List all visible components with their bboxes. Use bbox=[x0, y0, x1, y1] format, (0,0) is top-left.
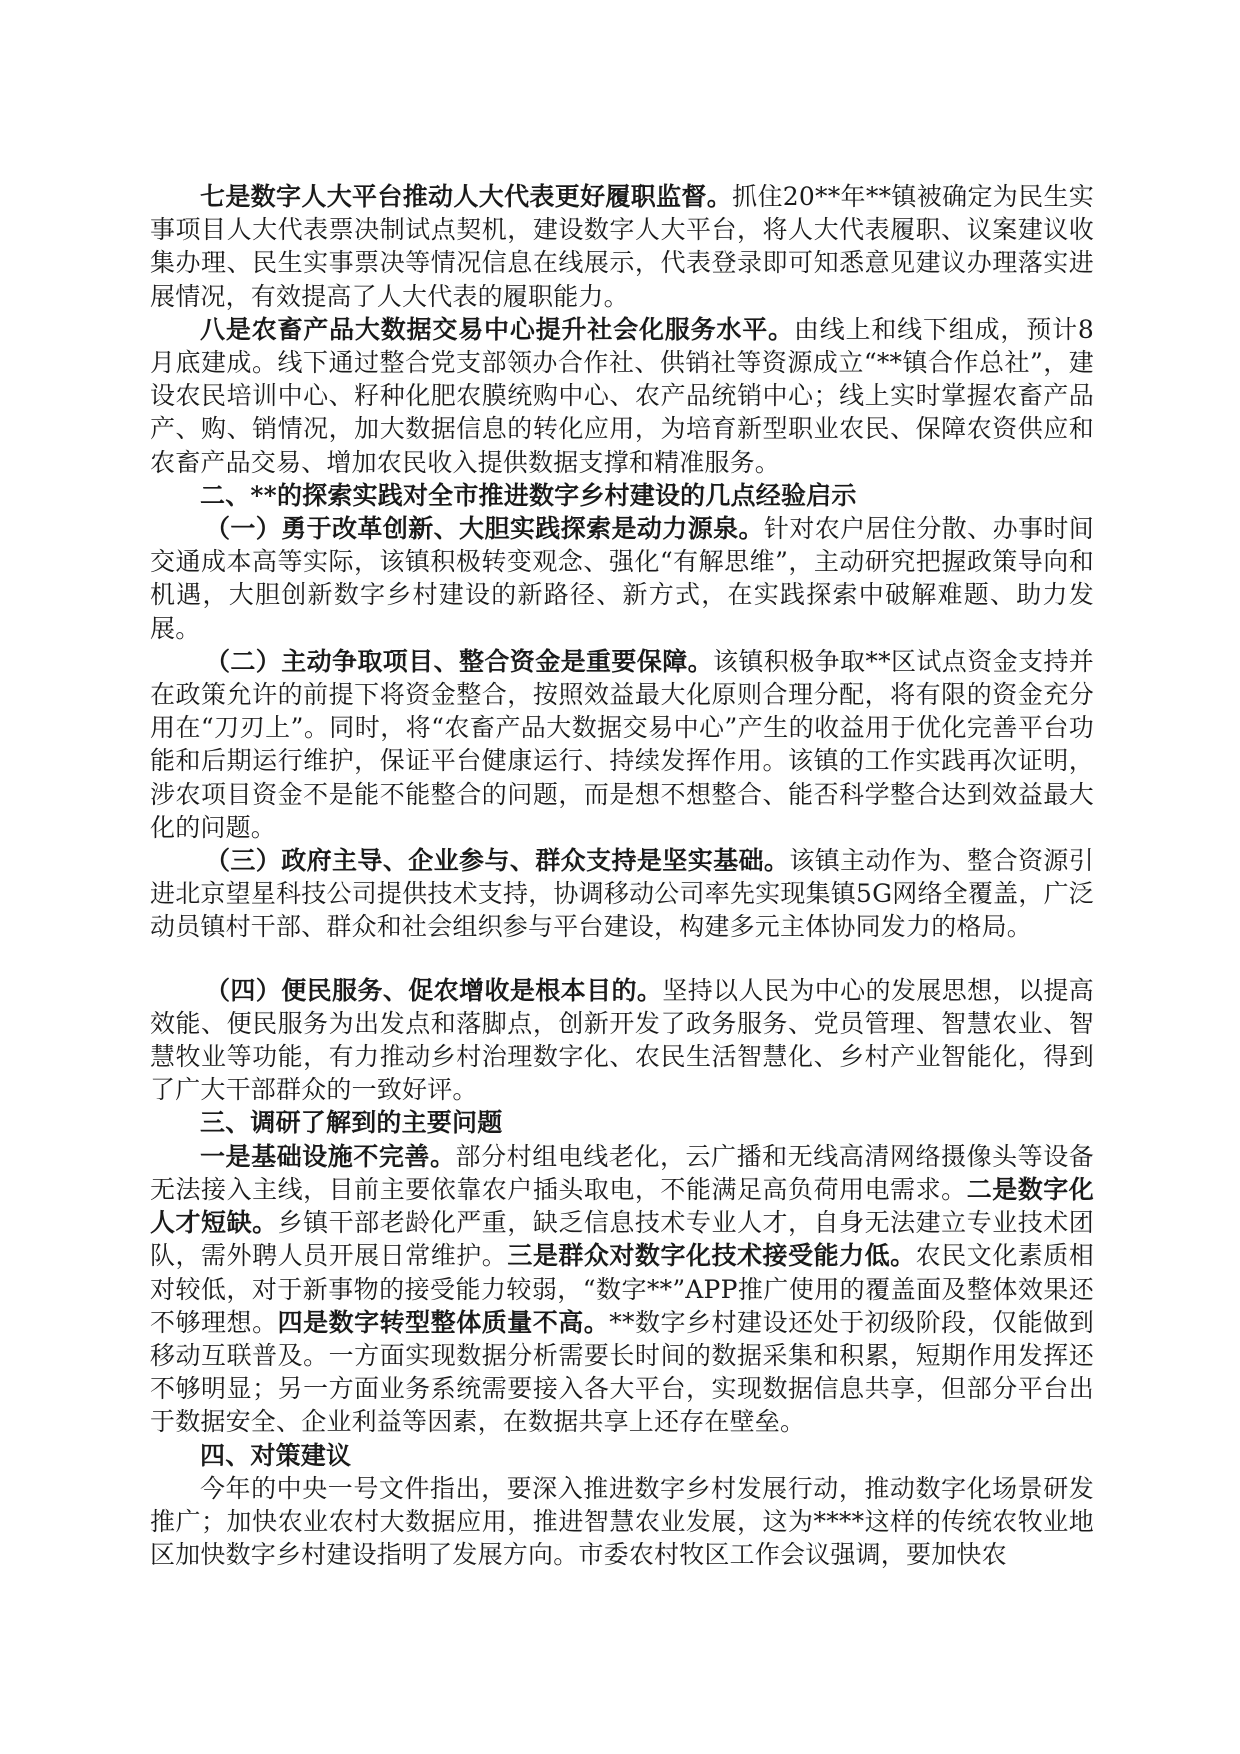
section-heading-suggestions: 四、对策建议 bbox=[200, 1440, 352, 1470]
paragraph-lead: （三）政府主导、企业参与、群众支持是坚实基础。 bbox=[205, 846, 790, 876]
paragraph-body: 坚持以人民为中心的发展思想，以提高效能、便民服务为出发点和落脚点，创新开发了政务服务、党员管理、智慧农业、智慧牧业等功能，有力推动乡村治理数字化、农民生活智慧化、乡村产业智能化，得到了广大干部群众的一致好评。 bbox=[150, 975, 1095, 1105]
paragraph-lead: （二）主动争取项目、整合资金是重要保障。 bbox=[205, 646, 713, 676]
paragraph-body: 针对农户居住分散、办事时间交通成本高等实际，该镇积极转变观念、强化“有解思维”，主动研究把握政策导向和机遇，大胆创新数字乡村建设的新路径、新方式，在实践探索中破解难题、助力发展。 bbox=[150, 514, 1094, 643]
paragraph-convenience bbox=[150, 974, 1094, 1107]
paragraph-digital-npc bbox=[150, 180, 1094, 313]
paragraph-lead: 七是数字人大平台推动人大代表更好履职监督。 bbox=[200, 182, 733, 211]
paragraph-body: **数字乡村建设还处于初级阶段，仅能做到移动互联普及。一方面实现数据分析需要长时间的数据采集和积累，短期作用发挥还不够明显；另一方面业务系统需要接入各大平台，实现数据信息共享，但部分平台出于数据安全、企业利益等因素，在数据共享上还存在壁垒。 bbox=[150, 1307, 1094, 1437]
paragraph-innovation bbox=[150, 512, 1094, 645]
paragraph-body: 部分村组电线老化，云广播和无线高清网络摄像头等设备无法接入主线，目前主要依靠农户插头取电，不能满足高负荷用电需求。 bbox=[150, 1141, 1094, 1204]
paragraph-lead: （四）便民服务、促农增收是根本目的。 bbox=[205, 975, 663, 1005]
paragraph-lead: （一）勇于改革创新、大胆实践探索是动力源泉。 bbox=[205, 514, 764, 544]
section-heading-experience: 二、**的探索实践对全市推进数字乡村建设的几点经验启示 bbox=[200, 480, 857, 510]
paragraph-government-led bbox=[150, 844, 1094, 944]
paragraph-suggestions bbox=[150, 1472, 1094, 1572]
paragraph-problems bbox=[150, 1140, 1094, 1439]
paragraph-body: 该镇积极争取**区试点资金支持并在政策允许的前提下将资金整合，按照效益最大化原则合理分配，将有限的资金充分用在“刀刃上”。同时，将“农畜产品大数据交易中心”产生的收益用于优化完善平台功能和后期运行维护，保证平台健康运行、持续发挥作用。该镇的工作实践再次证明，涉农项目资金不是能不能整合的问题，而是想不想整合、能否科学整合达到效益最大化的问题。 bbox=[150, 646, 1094, 842]
paragraph-body: 该镇主动作为、整合资源引进北京望星科技公司提供技术支持，协调移动公司率先实现集镇5G网络全覆盖，广泛动员镇村干部、群众和社会组织参与平台建设，构建多元主体协同发力的格局。 bbox=[150, 846, 1094, 942]
paragraph-body: 乡镇干部老龄化严重，缺乏信息技术专业人才，自身无法建立专业技术团队，需外聘人员开展日常维护。 bbox=[150, 1208, 1094, 1271]
paragraph-lead: 三是群众对数字化技术接受能力低。 bbox=[507, 1241, 916, 1271]
paragraph-body: 抓住20**年**镇被确定为民生实事项目人大代表票决制试点契机，建设数字人大平台，将人大代表履职、议案建议收集办理、民生实事票决等情况信息在线展示，代表登录即可知悉意见建议办理落实进展情况，有效提高了人大代表的履职能力。 bbox=[150, 182, 1095, 311]
section-heading-problems: 三、调研了解到的主要问题 bbox=[200, 1108, 503, 1138]
paragraph-lead: 二是数字化人才短缺。 bbox=[150, 1174, 1094, 1238]
paragraph-lead: 四是数字转型整体质量不高。 bbox=[277, 1307, 610, 1337]
paragraph-body: 由线上和线下组成，预计8月底建成。线下通过整合党支部领办合作社、供销社等资源成立“**镇合作总社”，建设农民培训中心、籽种化肥农膜统购中心、农产品统销中心；线上实时掌握农畜产品产、购、销情况，加大数据信息的转化应用，为培育新型职业农民、保障农资供应和农畜产品交易、增加农民收入提供数据支撑和精准服务。 bbox=[150, 314, 1095, 477]
paragraph-body: 今年的中央一号文件指出，要深入推进数字乡村发展行动，推动数字化场景研发推广；加快农业农村大数据应用，推进智慧农业发展，这为****这样的传统农牧业地区加快数字乡村建设指明了发展方向。市委农村牧区工作会议强调，要加快农 bbox=[150, 1473, 1094, 1570]
paragraph-lead: 八是农畜产品大数据交易中心提升社会化服务水平。 bbox=[200, 314, 794, 344]
document-page bbox=[150, 180, 1094, 1571]
paragraph-lead: 一是基础设施不完善。 bbox=[200, 1141, 456, 1171]
paragraph-funding bbox=[150, 645, 1094, 844]
paragraph-agri-big-data bbox=[150, 313, 1094, 479]
paragraph-spacer bbox=[150, 944, 1094, 974]
paragraph-body: 农民文化素质相对较低，对于新事物的接受能力较弱，“数字**”APP推广使用的覆盖面及整体效果还不够理想。 bbox=[150, 1241, 1095, 1337]
